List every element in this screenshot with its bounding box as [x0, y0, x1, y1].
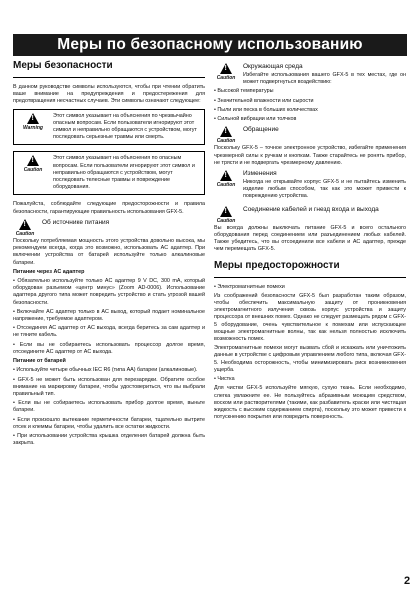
safety-heading: Меры безопасности [13, 60, 113, 71]
connection-text: Вы всегда должны выключать питание GFX-5 и всего остального оборудования перед соединением или разъединением любых кабелей. Также убедитесь, что вы отсоединили все кабели и AC адаптер, прежде чем перемещать GFX-5. [214, 224, 406, 253]
caution-icon [220, 63, 232, 74]
caution-box [13, 151, 205, 195]
caution-icon [27, 155, 39, 166]
changes-text: Никогда не открывайте корпус GFX-5 и не пытайтесь изменить изделие любым способом, так как это может привести к повреждению устройства. [243, 179, 406, 200]
changes-section [214, 170, 406, 203]
heading-rule [13, 77, 205, 78]
ac-item: • Включайте AC адаптер только в AC выход, который подает номинальное напряжение, требуемое адаптером. [13, 308, 205, 323]
ac-item: • Если вы не собираетесь использовать процессор долгое время, отсоедините AC адаптер от AC выхода. [13, 341, 205, 355]
power-text: Поскольку потребляемая мощность этого устройства довольно высока, мы рекомендуем всегда, когда это возможно, использовать AC адаптер. При включении устройства от батарей используйте только алкалиновые батареи. [13, 238, 205, 266]
warning-text: Этот символ указывает на объяснения по чрезвычайно опасным вопросам. Если пользователи игнорируют этот символ и неправильно обращаются с устройством, могут последовать серьезные травмы или смерть. [53, 112, 197, 141]
environment-item: • Пыли или песка в больших количествах [214, 106, 318, 113]
caution-label: Caution [216, 217, 236, 224]
em-text: Электромагнитные помехи могут вызвать сбой и искажать или уничтожить данные в устройстве с цифровым управлением любого типа, включая GFX-5. Необходима осторожность, чтобы минимизировать риск возникновения ущерба. [214, 345, 406, 373]
handling-text: Поскольку GFX-5 – точное электронное устройство, избегайте применения чрезмерной силы к ручкам и кнопкам. Также старайтесь не ронять прибор, не трясти и не подвергать чрезмерному давлению. [214, 145, 406, 166]
handling-section [214, 126, 406, 145]
intro-paragraph: В данном руководстве символы используются, чтобы при чтении обратить ваше внимание на предупреждения и предостережения для предотвращения несчастных случаев. Эти символы означают следующее: [13, 84, 205, 105]
battery-item: • При использовании устройства крышка отделения батарей должна быть закрыта. [13, 432, 205, 447]
em-title: • Электромагнитные помехи [214, 283, 285, 290]
observe-paragraph: Пожалуйста, соблюдайте следующие предосторожности и правила безопасности, гарантирующие правильность использования GFX-5. [13, 201, 205, 215]
caution-icon [220, 170, 232, 181]
right-column [214, 60, 406, 423]
caution-label: Caution [23, 167, 43, 174]
caution-icon [220, 126, 232, 137]
connection-section [214, 206, 406, 225]
ac-item: • Обязательно используйте только AC адаптер 9 V DC, 300 mA, который оборудован разъемом «центр минус» (Zoom AD-0006). Использование адаптера другого типа может повредить устройство и стать угрозой вашей безопасности. [13, 278, 205, 306]
environment-item: • Значительной влажности или сырости [214, 97, 314, 104]
cleaning-text: Для чистки GFX-5 используйте мягкую, сухую ткань. Если необходимо, слегка увлажните ее. Не пользуйтесь абразивным моющим средством, воском или растворителями (такими, как разбавитель краски или чистящая жидкость с высоким содержанием спирта), поскольку это может привести к потускнению покрытия или повредить поверхность. [214, 385, 406, 421]
handling-title: Обращение [243, 126, 279, 134]
caution-icon [220, 206, 232, 217]
em-text: Из соображений безопасности GFX-5 был разработан таким образом, чтобы обеспечить максимальную защиту от проникновения электромагнитного излучения сквозь корпус устройства и защиту процессора от внешних помех. Однако не следует размещать рядом с GFX-5 оборудование, очень чувствительное к помехам или испускающее мощные электромагнитные волны, так как нельзя полностью исключить возможность помех. [214, 292, 406, 343]
environment-item: • Сильной вибрации или толчков [214, 116, 297, 123]
caution-label: Caution [216, 75, 236, 81]
cleaning-title: • Чистка [214, 376, 235, 383]
heading-rule [214, 277, 406, 278]
caution-text: Этот символ указывает на объяснения по опасным вопросам. Если пользователи игнорируют этот символ и неправильно обращаются с устройством, могут последовать телесные травмы и повреждение оборудования. [53, 155, 195, 191]
environment-title: Окружающая среда [243, 63, 303, 70]
warning-box [13, 109, 205, 146]
battery-item: • Если произошло вытекание герметичности батареи, тщательно вытрите отсек и клеммы батареи, чтобы удалить все остатки жидкости. [13, 416, 205, 430]
battery-item: • GFX-5 не может быть использован для перезарядки. Обратите особое внимание на маркировку батареи, чтобы удостовериться, что вы выбрали правильный тип. [13, 376, 205, 397]
changes-title: Изменения [243, 170, 277, 178]
power-section [13, 219, 205, 238]
caution-label: Caution [15, 230, 35, 237]
environment-section [214, 63, 406, 88]
caution-icon [19, 219, 31, 230]
caution-label: Caution [216, 182, 236, 189]
battery-title: Питание от батарей [13, 358, 66, 365]
page-banner-title: Меры по безопасному использованию [13, 34, 407, 56]
warning-label: Warning [23, 124, 43, 131]
precautions-heading: Меры предосторожности [214, 259, 340, 271]
ac-title: Питание через AC адаптер [13, 268, 85, 275]
connection-title: Соединение кабелей и гнезд входа и выхода [243, 205, 379, 213]
battery-item: • Если вы не собираетесь использовать прибор долгое время, выньте батареи. [13, 400, 205, 414]
left-column [13, 60, 205, 449]
warning-icon [27, 113, 39, 124]
ac-item: • Отсоединяя AC адаптер от AC выхода, всегда беритесь за сам адаптер и не тяните кабель. [13, 325, 205, 339]
environment-item: • Высокой температуры [214, 88, 274, 95]
power-title: Об источнике питания [42, 218, 110, 226]
environment-text: Избегайте использования вашего GFX-5 в тех местах, где он может подвергнуться воздействию: [243, 72, 406, 86]
battery-item: • Используйте четыре обычных IEC R6 (типа AA) батареи (алкалиновые). [13, 367, 198, 374]
caution-label: Caution [216, 138, 236, 145]
page-number: 2 [404, 575, 411, 587]
